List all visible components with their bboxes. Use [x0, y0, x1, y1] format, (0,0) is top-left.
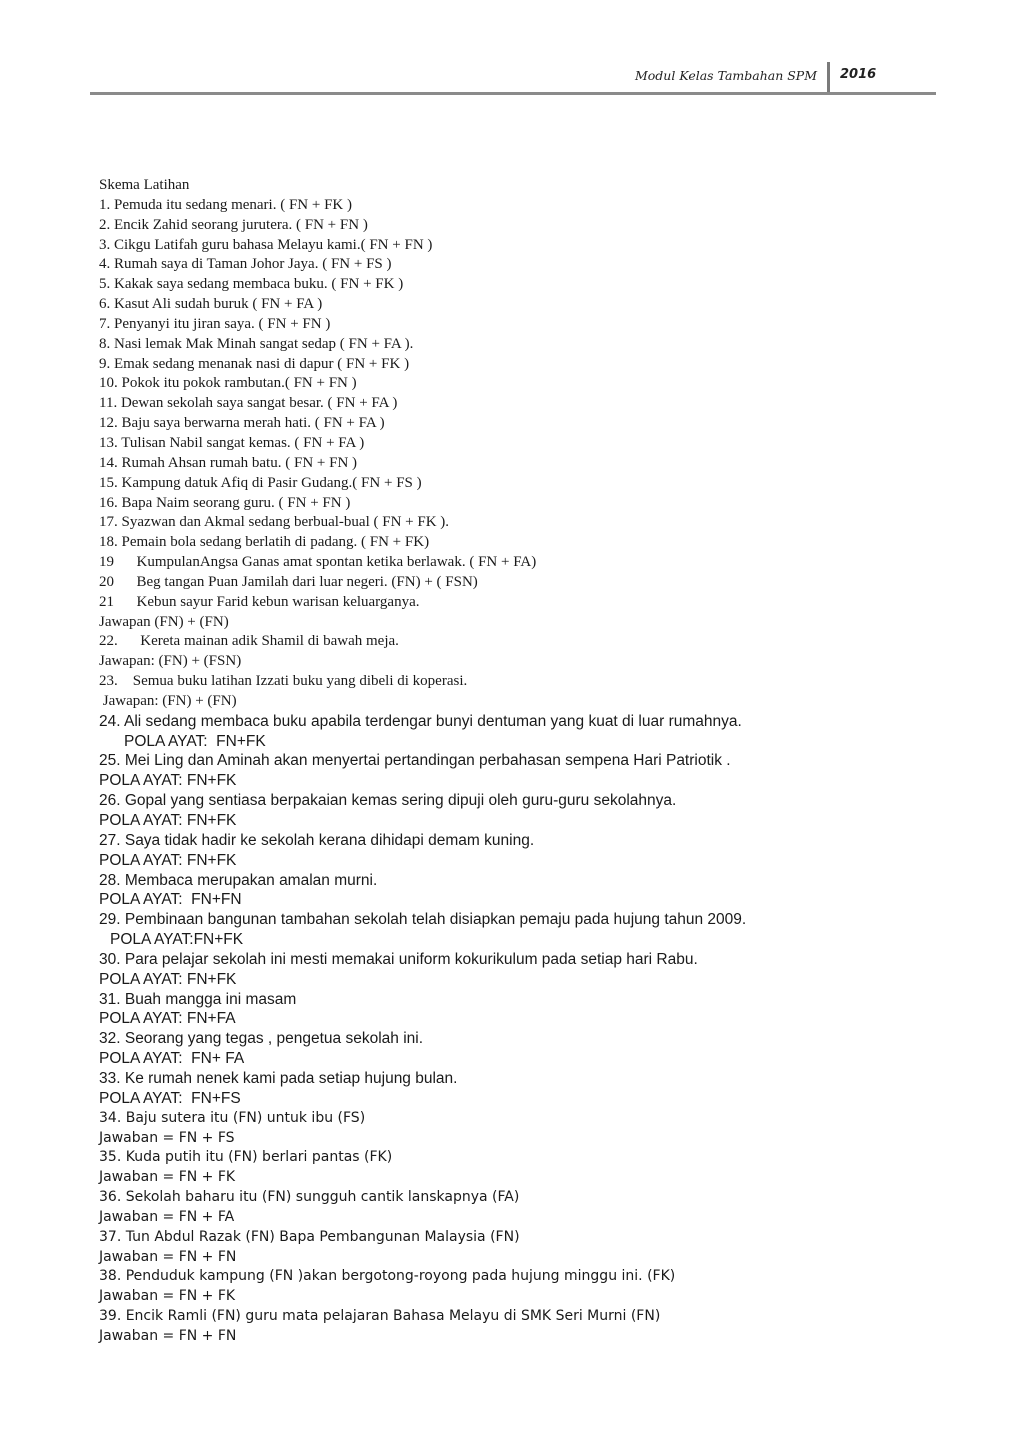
text-line: Skema Latihan	[99, 177, 190, 193]
text-line: 30. Para pelajar sekolah ini mesti memakai uniform kokurikulum pada setiap hari Rabu.	[99, 950, 698, 968]
document-body	[99, 176, 959, 1347]
text-line: POLA AYAT: FN+FA	[99, 1010, 236, 1028]
text-line: 28. Membaca merupakan amalan murni.	[99, 871, 378, 889]
text-line: Jawapan (FN) + (FN)	[99, 613, 229, 630]
text-line: 21 Kebun sayur Farid kebun warisan keluarganya.	[99, 593, 420, 610]
text-line: 31. Buah mangga ini masam	[99, 990, 297, 1008]
text-line: 38. Penduduk kampung (FN )akan bergotong-royong pada hujung minggu ini. (FK)	[99, 1268, 676, 1285]
header-title: Modul Kelas Tambahan SPM	[634, 68, 817, 83]
text-line: POLA AYAT: FN+FK	[124, 732, 266, 750]
text-line: POLA AYAT: FN+FS	[99, 1089, 241, 1107]
text-line: 27. Saya tidak hadir ke sekolah kerana dihidapi demam kuning.	[99, 831, 535, 849]
text-line: 2. Encik Zahid seorang jurutera. ( FN + FN )	[99, 216, 368, 233]
text-line: 9. Emak sedang menanak nasi di dapur ( FN + FK )	[99, 355, 410, 372]
text-line: 18. Pemain bola sedang berlatih di padang. ( FN + FK)	[99, 534, 430, 551]
text-line: 7. Penyanyi itu jiran saya. ( FN + FN )	[99, 315, 331, 332]
text-line: Jawaban = FN + FA	[99, 1208, 235, 1225]
text-line: 29. Pembinaan bangunan tambahan sekolah telah disiapkan pemaju pada hujung tahun 2009.	[99, 911, 747, 929]
text-line: POLA AYAT:FN+FK	[110, 931, 244, 949]
text-line: 12. Baju saya berwarna merah hati. ( FN + FA )	[99, 415, 385, 432]
text-line: Jawaban = FN + FN	[99, 1327, 237, 1344]
text-line: 20 Beg tangan Puan Jamilah dari luar negeri. (FN) + ( FSN)	[99, 573, 478, 590]
text-line: POLA AYAT: FN+FK	[99, 812, 237, 829]
text-line: 34. Baju sutera itu (FN) untuk ibu (FS)	[99, 1109, 366, 1126]
text-line: 17. Syazwan dan Akmal sedang berbual-bual ( FN + FK ).	[99, 514, 450, 531]
text-line: 36. Sekolah baharu itu (FN) sungguh cantik lanskapnya (FA)	[99, 1189, 520, 1206]
text-line: 8. Nasi lemak Mak Minah sangat sedap ( FN + FA ).	[99, 335, 414, 352]
text-line: 23. Semua buku latihan Izzati buku yang dibeli di koperasi.	[99, 673, 468, 690]
text-line: 6. Kasut Ali sudah buruk ( FN + FA )	[99, 296, 323, 313]
text-line: 1. Pemuda itu sedang menari. ( FN + FK )	[99, 196, 353, 213]
text-line: POLA AYAT: FN+FK	[99, 970, 237, 988]
text-line: 19 KumpulanAngsa Ganas amat spontan ketika berlawak. ( FN + FA)	[99, 554, 537, 571]
text-line: 10. Pokok itu pokok rambutan.( FN + FN )	[99, 375, 357, 392]
text-line: 14. Rumah Ahsan rumah batu. ( FN + FN )	[99, 454, 358, 471]
text-line: 11. Dewan sekolah saya sangat besar. ( FN + FA )	[99, 395, 398, 412]
text-line: Jawapan: (FN) + (FN)	[99, 692, 237, 709]
text-line: 4. Rumah saya di Taman Johor Jaya. ( FN + FS )	[99, 256, 392, 273]
text-line: 5. Kakak saya sedang membaca buku. ( FN + FK )	[99, 276, 404, 293]
text-line: 37. Tun Abdul Razak (FN) Bapa Pembangunan Malaysia (FN)	[99, 1228, 520, 1245]
text-line: 33. Ke rumah nenek kami pada setiap hujung bulan.	[99, 1069, 458, 1087]
text-line: 22. Kereta mainan adik Shamil di bawah meja.	[99, 633, 399, 650]
text-line: Jawaban = FN + FS	[99, 1129, 235, 1146]
text-line: 3. Cikgu Latifah guru bahasa Melayu kami.( FN + FN )	[99, 236, 433, 253]
text-line: 39. Encik Ramli (FN) guru mata pelajaran Bahasa Melayu di SMK Seri Murni (FN)	[99, 1308, 661, 1325]
text-line: Jawapan: (FN) + (FSN)	[99, 653, 242, 670]
header-year: 2016	[840, 67, 877, 82]
text-line: 35. Kuda putih itu (FN) berlari pantas (FK)	[99, 1149, 393, 1166]
text-line: POLA AYAT: FN+ FA	[99, 1050, 245, 1068]
text-line: POLA AYAT: FN+FN	[99, 891, 242, 909]
text-line: POLA AYAT: FN+FK	[99, 772, 237, 790]
text-line: Jawaban = FN + FK	[99, 1288, 236, 1305]
text-line: POLA AYAT: FN+FK	[99, 851, 237, 869]
text-line: Jawaban = FN + FK	[99, 1169, 236, 1186]
text-line: 26. Gopal yang sentiasa berpakaian kemas sering dipuji oleh guru-guru sekolahnya.	[99, 792, 677, 810]
text-line: 25. Mei Ling dan Aminah akan menyertai pertandingan perbahasan sempena Hari Patriotik .	[99, 752, 731, 770]
text-line: Jawaban = FN + FN	[99, 1248, 237, 1265]
text-line: 32. Seorang yang tegas , pengetua sekolah ini.	[99, 1030, 424, 1048]
header-divider	[827, 62, 830, 95]
header-rule	[90, 92, 936, 95]
text-line: 16. Bapa Naim seorang guru. ( FN + FN )	[99, 494, 351, 511]
text-line: 24. Ali sedang membaca buku apabila terdengar bunyi dentuman yang kuat di luar rumahnya.	[99, 712, 742, 730]
text-line: 13. Tulisan Nabil sangat kemas. ( FN + FA )	[99, 434, 365, 451]
text-line: 15. Kampung datuk Afiq di Pasir Gudang.( FN + FS )	[99, 474, 422, 491]
